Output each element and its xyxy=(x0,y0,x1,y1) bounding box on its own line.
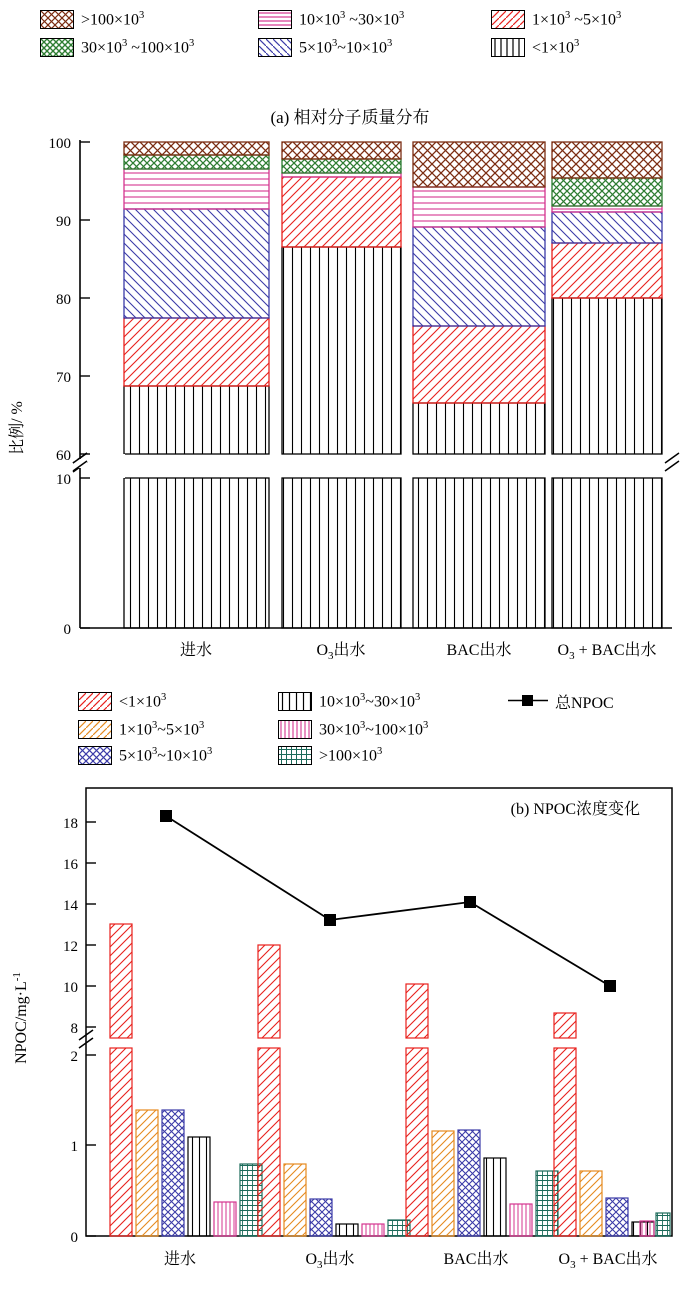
xtick-label: $O_3$出水 xyxy=(305,1251,355,1271)
legend-item xyxy=(491,10,621,29)
bar-group xyxy=(258,945,410,1236)
legend-item xyxy=(40,38,240,57)
svg-text:10: 10 xyxy=(56,472,71,488)
swatch-diag-orange xyxy=(78,720,112,739)
bar-stack-group xyxy=(552,142,662,628)
chart-panel-b xyxy=(0,778,700,1298)
panel-b-title: (b) NPOC浓度变化 xyxy=(510,801,640,818)
legend-label: $5\times 10^3\sim 10\times 10^3$ xyxy=(119,746,213,765)
xtick-label: 进水 xyxy=(163,1251,197,1268)
legend-item xyxy=(78,720,278,739)
svg-text:90: 90 xyxy=(56,214,71,230)
svg-text:18: 18 xyxy=(63,816,78,832)
bar-stack-group xyxy=(413,142,545,628)
legend-label: $1\times 10^3\sim 5\times 10^3$ xyxy=(119,720,205,739)
legend-label: $10\times 10^3\sim 30\times 10^3$ xyxy=(319,691,421,711)
svg-text:14: 14 xyxy=(63,898,78,914)
swatch-vertical-pink xyxy=(278,720,312,739)
legend-item xyxy=(278,746,382,765)
svg-text:0: 0 xyxy=(63,622,71,638)
legend-item xyxy=(78,746,278,765)
bar-group xyxy=(554,1013,654,1236)
xtick-label: BAC出水 xyxy=(446,642,512,659)
panel-b-ylabel: NPOC/$mg\cdot L^{-1}$ xyxy=(11,972,30,1064)
legend-label: $<1\times 10^3$ xyxy=(532,38,580,57)
svg-text:2: 2 xyxy=(70,1049,78,1065)
legend-label: $>100\times 10^3$ xyxy=(81,10,145,29)
legend-item xyxy=(278,690,508,713)
svg-text:1: 1 xyxy=(70,1139,78,1155)
swatch-diagonal-red xyxy=(491,10,525,29)
legend-item xyxy=(40,10,240,29)
chart-panel-a xyxy=(0,128,700,662)
svg-text:100: 100 xyxy=(48,136,71,152)
svg-text:80: 80 xyxy=(56,292,71,308)
bar-stack-group xyxy=(282,142,401,628)
bar-group xyxy=(110,924,262,1236)
legend-label: $<1\times 10^3$ xyxy=(119,691,167,711)
legend-item xyxy=(278,720,428,739)
swatch-cross-hatch-brown xyxy=(40,10,74,29)
swatch-vertical-black xyxy=(491,38,525,57)
legend-item xyxy=(258,38,473,57)
swatch-diagonal-blue xyxy=(258,38,292,57)
legend-label: $10\times 10^3$ $\sim 30\times 10^3$ xyxy=(299,10,405,29)
legend-item-total-npoc xyxy=(508,690,614,713)
svg-text:12: 12 xyxy=(63,939,78,955)
line-marker-icon xyxy=(508,692,548,711)
legend-panel-a xyxy=(40,10,680,58)
legend-item xyxy=(78,690,278,713)
legend-panel-b xyxy=(78,690,688,766)
legend-item xyxy=(491,38,579,57)
swatch-diag-red xyxy=(78,692,112,711)
bar-group xyxy=(406,984,558,1236)
swatch-cross-hatch-green xyxy=(40,38,74,57)
xtick-label: $O_3$出水 xyxy=(316,642,366,662)
swatch-grid-teal xyxy=(278,746,312,765)
xtick-label: $O_3$ + BAC出水 xyxy=(557,642,657,662)
swatch-horizontal-pink xyxy=(258,10,292,29)
svg-text:10: 10 xyxy=(63,980,78,996)
legend-label: $>100\times 10^3$ xyxy=(319,746,383,765)
svg-text:60: 60 xyxy=(56,448,71,464)
bar-stack-group xyxy=(124,142,269,628)
legend-label: $5\times 10^3\sim 10\times 10^3$ xyxy=(299,38,393,57)
legend-label: 总NPOC xyxy=(555,695,614,712)
svg-text:70: 70 xyxy=(56,370,71,386)
svg-text:8: 8 xyxy=(70,1021,78,1037)
legend-label: $30\times 10^3$ $\sim 100\times 10^3$ xyxy=(81,38,195,57)
legend-item xyxy=(258,10,473,29)
svg-text:0: 0 xyxy=(70,1230,78,1246)
legend-label: $1\times 10^3$ $\sim 5\times 10^3$ xyxy=(532,10,622,29)
swatch-cross-blue xyxy=(78,746,112,765)
swatch-vertical-black-b xyxy=(278,692,312,711)
panel-a-ylabel: 比例/ % xyxy=(9,401,26,455)
xtick-label: BAC出水 xyxy=(443,1251,509,1268)
xtick-label: $O_3$ + BAC出水 xyxy=(558,1251,658,1271)
total-npoc-line xyxy=(160,810,616,992)
svg-text:16: 16 xyxy=(63,857,78,873)
panel-a-title: (a) 相对分子质量分布 xyxy=(270,108,430,127)
xtick-label: 进水 xyxy=(179,642,213,659)
legend-label: $30\times 10^3\sim 100\times 10^3$ xyxy=(319,720,429,739)
